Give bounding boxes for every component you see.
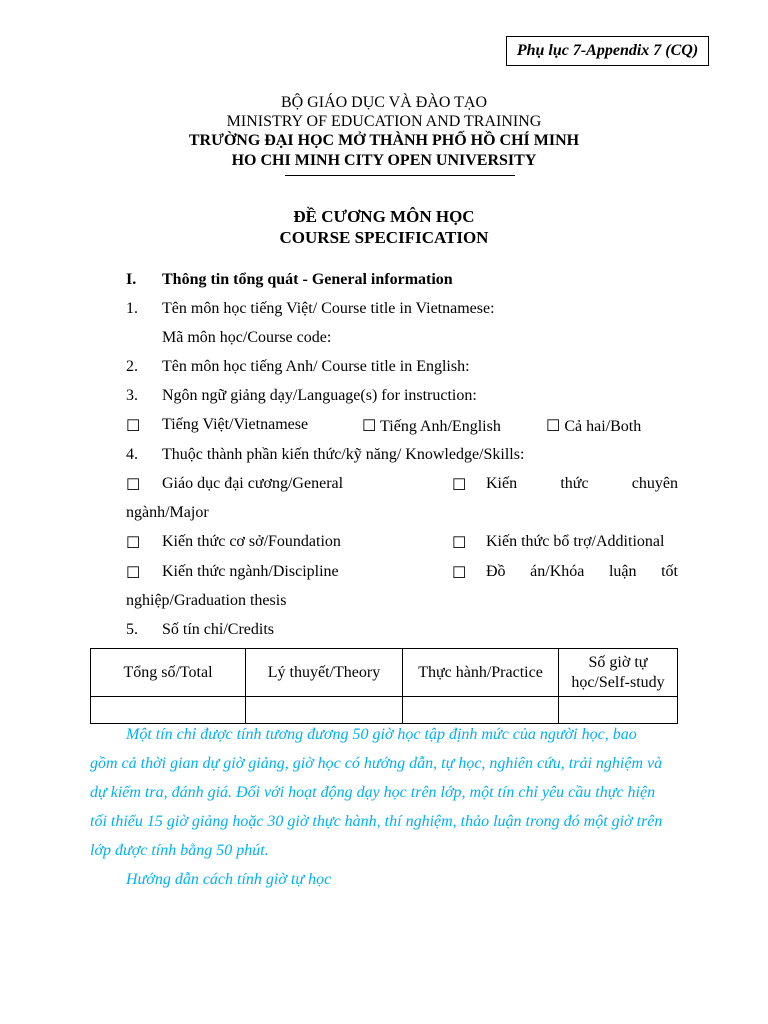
checkbox-general[interactable]: ☐ xyxy=(126,477,141,494)
option-both[interactable]: ☐ Cả hai/Both xyxy=(546,418,642,435)
checkbox-vietnamese[interactable]: ☐ xyxy=(126,418,141,435)
item-3-number: 3. xyxy=(126,387,138,404)
credits-table xyxy=(90,648,678,724)
option-major-word: thức xyxy=(560,475,589,492)
university-vi: TRƯỜNG ĐẠI HỌC MỞ THÀNH PHỐ HỒ CHÍ MINH xyxy=(188,132,580,149)
note-line: gồm cả thời gian dự giờ giảng, giờ học có hướng dẫn, tự học, nghiên cứu, trải nghiệm và xyxy=(90,755,663,772)
option-additional: Kiến thức bổ trợ/Additional xyxy=(486,533,665,550)
option-major-word: Kiến xyxy=(486,475,518,492)
cell-theory[interactable] xyxy=(246,697,403,724)
item-2-text: Tên môn học tiếng Anh/ Course title in English: xyxy=(162,358,470,375)
section-number: I. xyxy=(126,271,137,288)
university-en: HO CHI MINH CITY OPEN UNIVERSITY xyxy=(231,152,537,169)
ministry-en: MINISTRY OF EDUCATION AND TRAINING xyxy=(226,113,542,130)
checkbox-additional[interactable]: ☐ xyxy=(452,535,467,552)
note-line: lớp được tính bằng 50 phút. xyxy=(90,842,269,859)
self-study-guide-heading: Hướng dẫn cách tính giờ tự học xyxy=(126,871,332,888)
option-vietnamese: Tiếng Việt/Vietnamese xyxy=(162,416,309,433)
item-4-text: Thuộc thành phần kiến thức/kỹ năng/ Knowledge/Skills: xyxy=(162,446,525,463)
table-row xyxy=(91,697,678,724)
option-english[interactable]: ☐ Tiếng Anh/English xyxy=(362,418,501,435)
cell-self-study[interactable] xyxy=(559,697,678,724)
header-self-study: Số giờ tự học/Self-study xyxy=(559,649,678,697)
item-3-text: Ngôn ngữ giảng dạy/Language(s) for instruction: xyxy=(162,387,477,404)
header-divider xyxy=(285,175,515,176)
cell-total[interactable] xyxy=(91,697,246,724)
option-thesis-word: luận xyxy=(608,563,637,580)
option-thesis-word: án/Khóa xyxy=(530,563,585,580)
doc-title-en: COURSE SPECIFICATION xyxy=(279,228,489,247)
option-major-word: chuyên xyxy=(631,475,678,492)
checkbox-major[interactable]: ☐ xyxy=(452,477,467,494)
checkbox-thesis[interactable]: ☐ xyxy=(452,565,467,582)
option-discipline: Kiến thức ngành/Discipline xyxy=(162,563,339,580)
header-theory: Lý thuyết/Theory xyxy=(246,649,403,697)
doc-title-vi: ĐỀ CƯƠNG MÔN HỌC xyxy=(293,207,475,226)
table-header-row xyxy=(91,649,678,697)
note-line: dự kiểm tra, đánh giá. Đối với hoạt động dạy học trên lớp, một tín chỉ yêu cầu thực hiện xyxy=(90,784,656,801)
option-thesis-continued: nghiệp/Graduation thesis xyxy=(126,592,287,609)
option-thesis xyxy=(486,563,678,581)
item-4-number: 4. xyxy=(126,446,138,463)
item-2-number: 2. xyxy=(126,358,138,375)
item-5-number: 5. xyxy=(126,621,138,638)
header-total: Tổng số/Total xyxy=(91,649,246,697)
option-general: Giáo dục đại cương/General xyxy=(162,475,344,492)
header-practice: Thực hành/Practice xyxy=(403,649,559,697)
item-5-text: Số tín chỉ/Credits xyxy=(162,621,274,638)
option-major-continued: ngành/Major xyxy=(126,504,209,521)
ministry-vi: BỘ GIÁO DỤC VÀ ĐÀO TẠO xyxy=(280,94,488,111)
item-1-sub: Mã môn học/Course code: xyxy=(162,329,332,346)
note-line: Một tín chỉ được tính tương đương 50 giờ học tập định mức của người học, bao xyxy=(126,726,637,743)
option-foundation: Kiến thức cơ sở/Foundation xyxy=(162,533,341,550)
item-1-number: 1. xyxy=(126,300,138,317)
appendix-label: Phụ lục 7-Appendix 7 (CQ) xyxy=(506,36,709,66)
note-line: tối thiểu 15 giờ giảng hoặc 30 giờ thực hành, thí nghiệm, thảo luận trong đó một giờ trên xyxy=(90,813,663,830)
item-1-text: Tên môn học tiếng Việt/ Course title in Vietnamese: xyxy=(162,300,495,317)
cell-practice[interactable] xyxy=(403,697,559,724)
option-thesis-word: Đồ xyxy=(486,563,506,580)
checkbox-foundation[interactable]: ☐ xyxy=(126,535,141,552)
section-heading: Thông tin tổng quát - General information xyxy=(162,271,453,288)
option-major xyxy=(486,475,678,493)
option-thesis-word: tốt xyxy=(661,563,678,580)
checkbox-discipline[interactable]: ☐ xyxy=(126,565,141,582)
